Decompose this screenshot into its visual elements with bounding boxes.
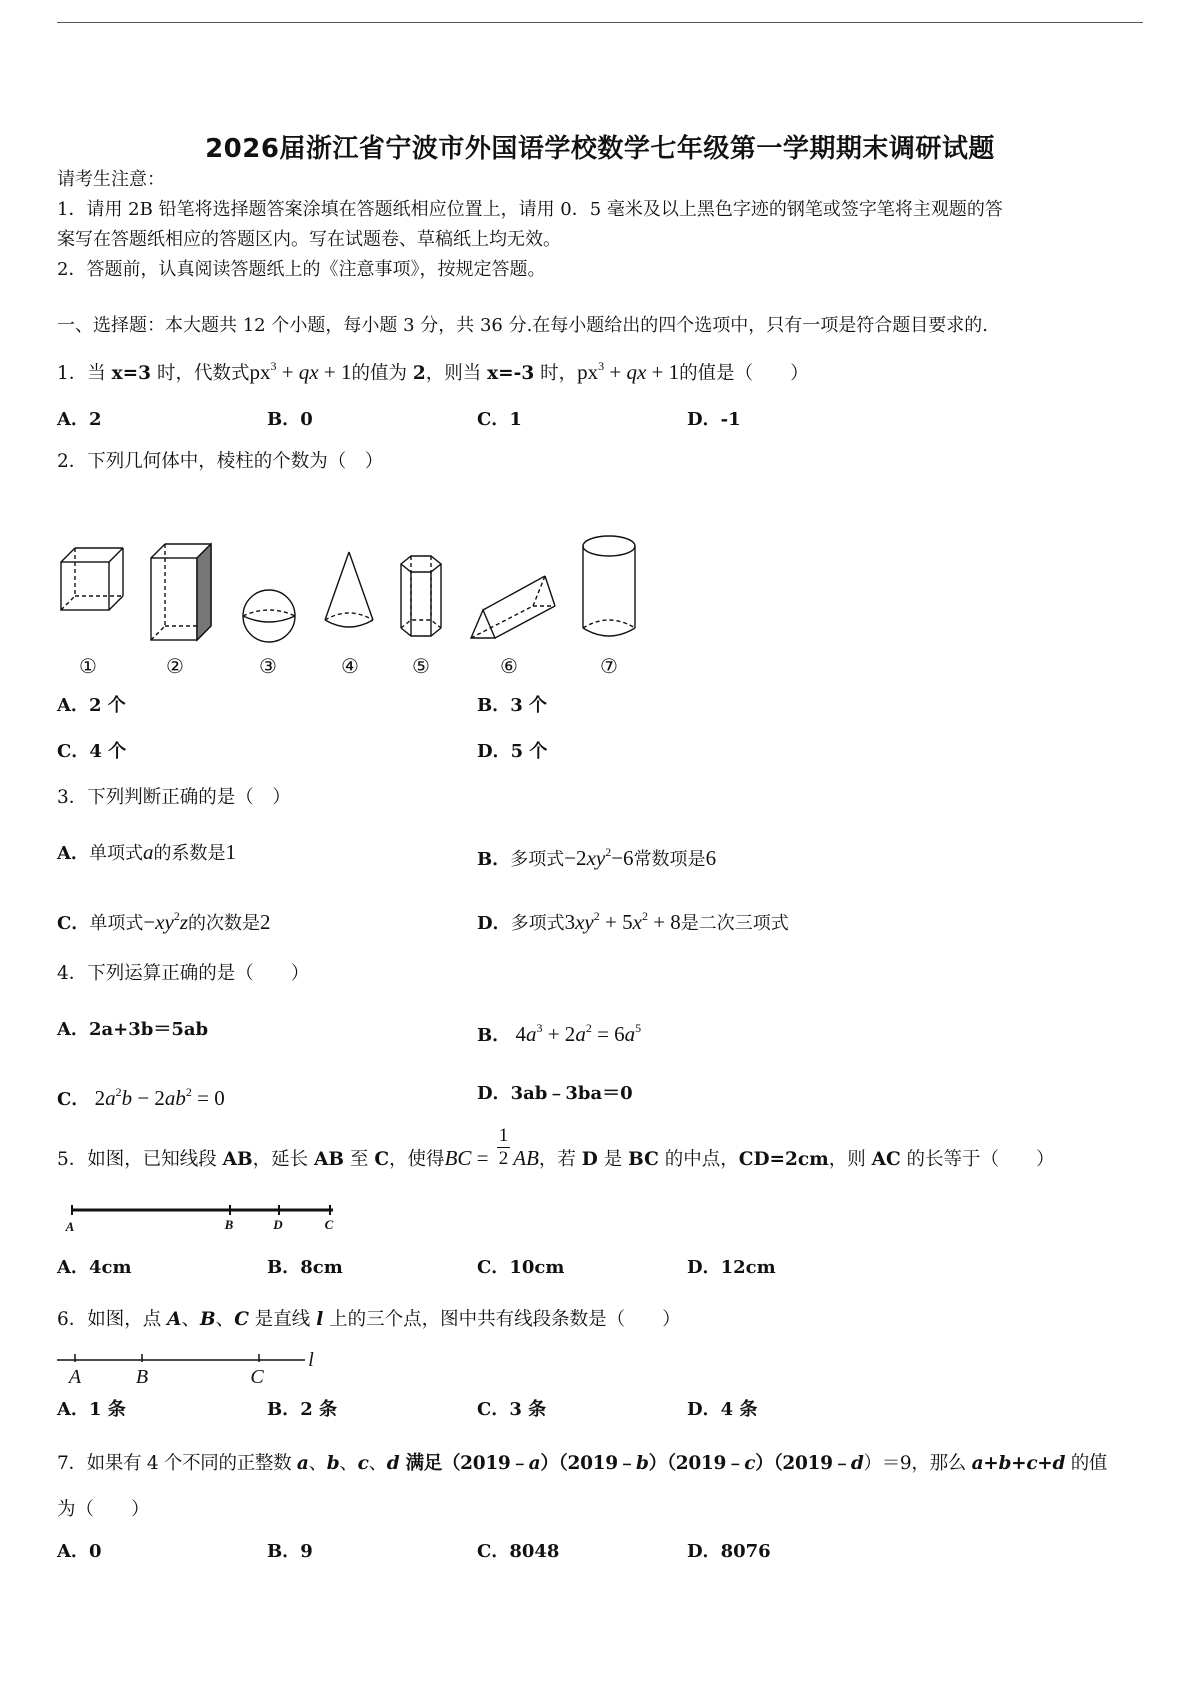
solid-label-4: ④ [341, 656, 359, 678]
notice-item-1-line-1: 1．请用 2B 铅笔将选择题答案涂填在答题纸相应位置上，请用 0．5 毫米及以上黑色字迹的钢笔或签字笔将主观题的答 [57, 199, 1003, 220]
q6-option-c[interactable]: C．3 条 [477, 1399, 547, 1420]
q2-option-a[interactable]: A．2 个 [57, 695, 126, 716]
question-2-stem: 2．下列几何体中，棱柱的个数为（ ） [57, 451, 384, 472]
q5-option-d[interactable]: D．12cm [687, 1257, 776, 1278]
q2-option-b[interactable]: B．3 个 [477, 695, 548, 716]
header-rule [57, 22, 1143, 23]
q7-option-c[interactable]: C．8048 [477, 1541, 560, 1562]
q5-segment-figure [60, 1200, 350, 1234]
solid-label-3: ③ [259, 656, 277, 678]
section-1-heading: 一、选择题：本大题共 12 个小题，每小题 3 分，共 36 分.在每小题给出的四个选项中，只有一项是符合题目要求的. [57, 315, 989, 336]
q5-equation: BC = [444, 1146, 494, 1170]
point-label-a: A [65, 1219, 75, 1234]
line-point-b: B [135, 1366, 149, 1388]
q7-option-a[interactable]: A．0 [57, 1541, 102, 1562]
point-label-d: D [273, 1217, 283, 1232]
question-7-stem: 7．如果有 4 个不同的正整数 a、b、c、d 满足（2019﹣a）（2019﹣b）（2019﹣c）（2019﹣d）＝9，那么 a+b+c+d 的值 [57, 1453, 1108, 1474]
q3-option-c[interactable]: C．单项式$-xy^2z$的次数是2 [57, 909, 271, 934]
solid-6-triangular-prism [471, 576, 555, 638]
q3-option-d[interactable]: D．多项式$3xy^2 + 5x^2 + 8$是二次三项式 [477, 909, 789, 934]
q6-option-a[interactable]: A．1 条 [57, 1399, 126, 1420]
line-label-l: l [308, 1350, 314, 1371]
q1-option-c[interactable]: C．1 [477, 409, 522, 430]
q7-option-d[interactable]: D．8076 [687, 1541, 771, 1562]
solid-7-cylinder [583, 536, 635, 636]
solid-label-7: ⑦ [600, 656, 618, 678]
q1-option-d[interactable]: D．-1 [687, 409, 741, 430]
solid-label-6: ⑥ [500, 656, 518, 678]
question-1-stem: 1．当 x=3 时，代数式$px^3$ + qx + 1的值为 2，则当 x=-3 时，$px^3$ + qx + 1的值是（ ） [57, 359, 809, 384]
q1-option-a[interactable]: A．2 [57, 409, 102, 430]
q5-option-a[interactable]: A．4cm [57, 1257, 132, 1278]
notice-heading: 请考生注意： [57, 169, 165, 190]
q4-option-a[interactable]: A．2a+3b＝5ab [57, 1019, 209, 1040]
solid-3-sphere [243, 590, 295, 642]
q6-line-figure [55, 1350, 335, 1390]
solid-4-cone [325, 552, 373, 627]
q6-option-b[interactable]: B．2 条 [267, 1399, 338, 1420]
solid-label-2: ② [166, 656, 184, 678]
line-point-a: A [68, 1366, 82, 1388]
question-6-stem: 6．如图，点 A、B、C 是直线 l 上的三个点，图中共有线段条数是（ ） [57, 1309, 681, 1330]
solid-5-hexagonal-prism [401, 556, 441, 636]
question-3-stem: 3．下列判断正确的是（ ） [57, 787, 291, 808]
solid-label-5: ⑤ [412, 656, 430, 678]
question-4-stem: 4．下列运算正确的是（ ） [57, 963, 310, 984]
q2-option-c[interactable]: C．4 个 [57, 741, 127, 762]
q5-option-c[interactable]: C．10cm [477, 1257, 565, 1278]
q5-fraction: $\frac{1}{2}$ [498, 1124, 509, 1169]
question-5-stem: 5．如图，已知线段 AB，延长 AB 至 C，使得BC = $\frac{1}{2}$ AB，若 D 是 BC 的中点，CD=2cm，则 AC 的长等于（ ） [57, 1124, 1055, 1170]
line-point-c: C [250, 1366, 264, 1388]
q6-option-d[interactable]: D．4 条 [687, 1399, 758, 1420]
q2-solids-figure [55, 530, 655, 680]
q5-option-b[interactable]: B．8cm [267, 1257, 343, 1278]
q3-option-a[interactable]: A．单项式a的系数是1 [57, 840, 236, 864]
q4-option-c[interactable]: C． $2a^2b - 2ab^2 = 0$ [57, 1085, 225, 1110]
page-title: 2026届浙江省宁波市外国语学校数学七年级第一学期期末调研试题 [205, 134, 995, 164]
q3-option-b[interactable]: B．多项式$-2xy^2-6$常数项是6 [477, 845, 717, 870]
q2-option-d[interactable]: D．5 个 [477, 741, 548, 762]
question-7-stem-line-2: 为（ ） [57, 1499, 150, 1520]
solid-1-cube [61, 548, 123, 610]
q7-option-b[interactable]: B．9 [267, 1541, 313, 1562]
q1-option-b[interactable]: B．0 [267, 409, 313, 430]
point-label-c: C [324, 1217, 334, 1232]
solid-2-cuboid [151, 544, 211, 640]
q4-option-d[interactable]: D．3ab﹣3ba＝0 [477, 1083, 633, 1104]
point-label-b: B [224, 1217, 234, 1232]
q4-option-b[interactable]: B． $4a^3 + 2a^2 = 6a^5$ [477, 1021, 642, 1046]
solid-label-1: ① [79, 656, 97, 678]
notice-item-1-line-2: 案写在答题纸相应的答题区内。写在试题卷、草稿纸上均无效。 [57, 229, 561, 250]
q1-expression: $px^3$ + qx + 1 [249, 359, 352, 384]
notice-item-2: 2．答题前，认真阅读答题纸上的《注意事项》，按规定答题。 [57, 259, 546, 280]
q1-expression-repeat: $px^3$ + qx + 1 [577, 359, 680, 384]
